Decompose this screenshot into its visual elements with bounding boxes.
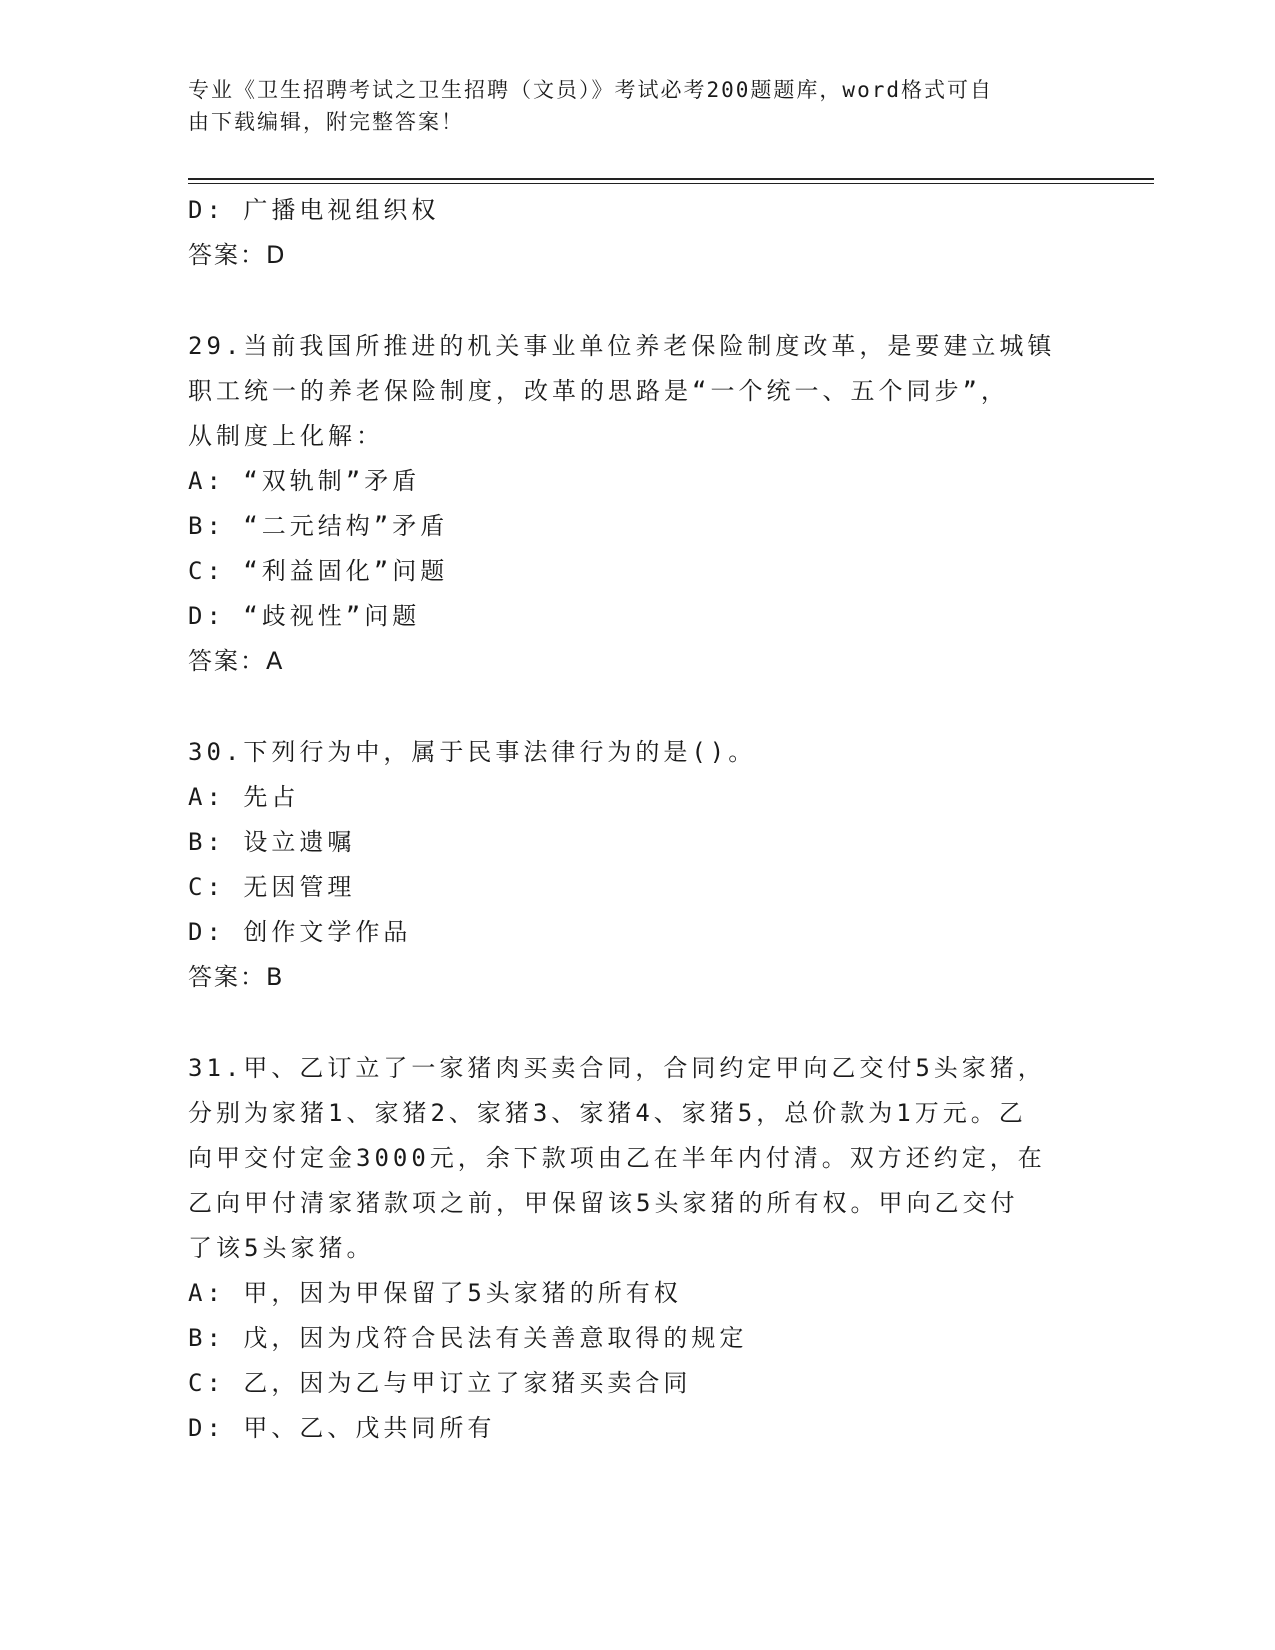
question-text-line: 了该5头家猪。 bbox=[188, 1234, 375, 1262]
option-d: D: 广播电视组织权 bbox=[188, 196, 440, 224]
header-divider-thick bbox=[188, 178, 1154, 180]
document-body bbox=[188, 188, 1088, 1451]
question-text-line: 31.甲、乙订立了一家猪肉买卖合同，合同约定甲向乙交付5头家猪， bbox=[188, 1054, 1046, 1082]
question-text-line: 乙向甲付清家猪款项之前，甲保留该5头家猪的所有权。甲向乙交付 bbox=[188, 1189, 1019, 1217]
question-text-line: 30.下列行为中，属于民事法律行为的是()。 bbox=[188, 738, 757, 766]
question-text-line: 29.当前我国所推进的机关事业单位养老保险制度改革，是要建立城镇 bbox=[188, 332, 1056, 360]
option-a: A: “双轨制”矛盾 bbox=[188, 467, 421, 495]
question-29 bbox=[188, 324, 1088, 684]
question-text-line: 向甲交付定金3000元，余下款项由乙在半年内付清。双方还约定，在 bbox=[188, 1144, 1046, 1172]
question-text-line: 分别为家猪1、家猪2、家猪3、家猪4、家猪5，总价款为1万元。乙 bbox=[188, 1099, 1027, 1127]
option-d: D: 甲、乙、戊共同所有 bbox=[188, 1414, 496, 1442]
header-line-2: 由下载编辑，附完整答案！ bbox=[188, 110, 464, 134]
spacer bbox=[188, 1000, 1088, 1046]
option-b: B: 戊，因为戊符合民法有关善意取得的规定 bbox=[188, 1324, 748, 1352]
option-d: D: 创作文学作品 bbox=[188, 918, 412, 946]
question-text-line: 从制度上化解： bbox=[188, 422, 384, 450]
option-c: C: 乙，因为乙与甲订立了家猪买卖合同 bbox=[188, 1369, 692, 1397]
answer-line: 答案：A bbox=[188, 647, 285, 675]
option-c: C: “利益固化”问题 bbox=[188, 557, 449, 585]
option-a: A: 先占 bbox=[188, 783, 300, 811]
answer-line: 答案：B bbox=[188, 963, 285, 991]
option-a: A: 甲，因为甲保留了5头家猪的所有权 bbox=[188, 1279, 682, 1307]
option-b: B: 设立遗嘱 bbox=[188, 828, 356, 856]
question-text-line: 职工统一的养老保险制度，改革的思路是“一个统一、五个同步”， bbox=[188, 377, 1009, 405]
option-d: D: “歧视性”问题 bbox=[188, 602, 421, 630]
spacer bbox=[188, 684, 1088, 730]
header-line-1: 专业《卫生招聘考试之卫生招聘（文员）》考试必考200题题库，word格式可自 bbox=[188, 78, 993, 102]
question-28-tail bbox=[188, 188, 1088, 278]
page-header bbox=[188, 74, 1068, 138]
header-divider-thin bbox=[188, 183, 1154, 184]
option-b: B: “二元结构”矛盾 bbox=[188, 512, 449, 540]
question-31 bbox=[188, 1046, 1088, 1451]
option-c: C: 无因管理 bbox=[188, 873, 356, 901]
question-30 bbox=[188, 730, 1088, 1000]
answer-line: 答案：D bbox=[188, 241, 287, 269]
spacer bbox=[188, 278, 1088, 324]
